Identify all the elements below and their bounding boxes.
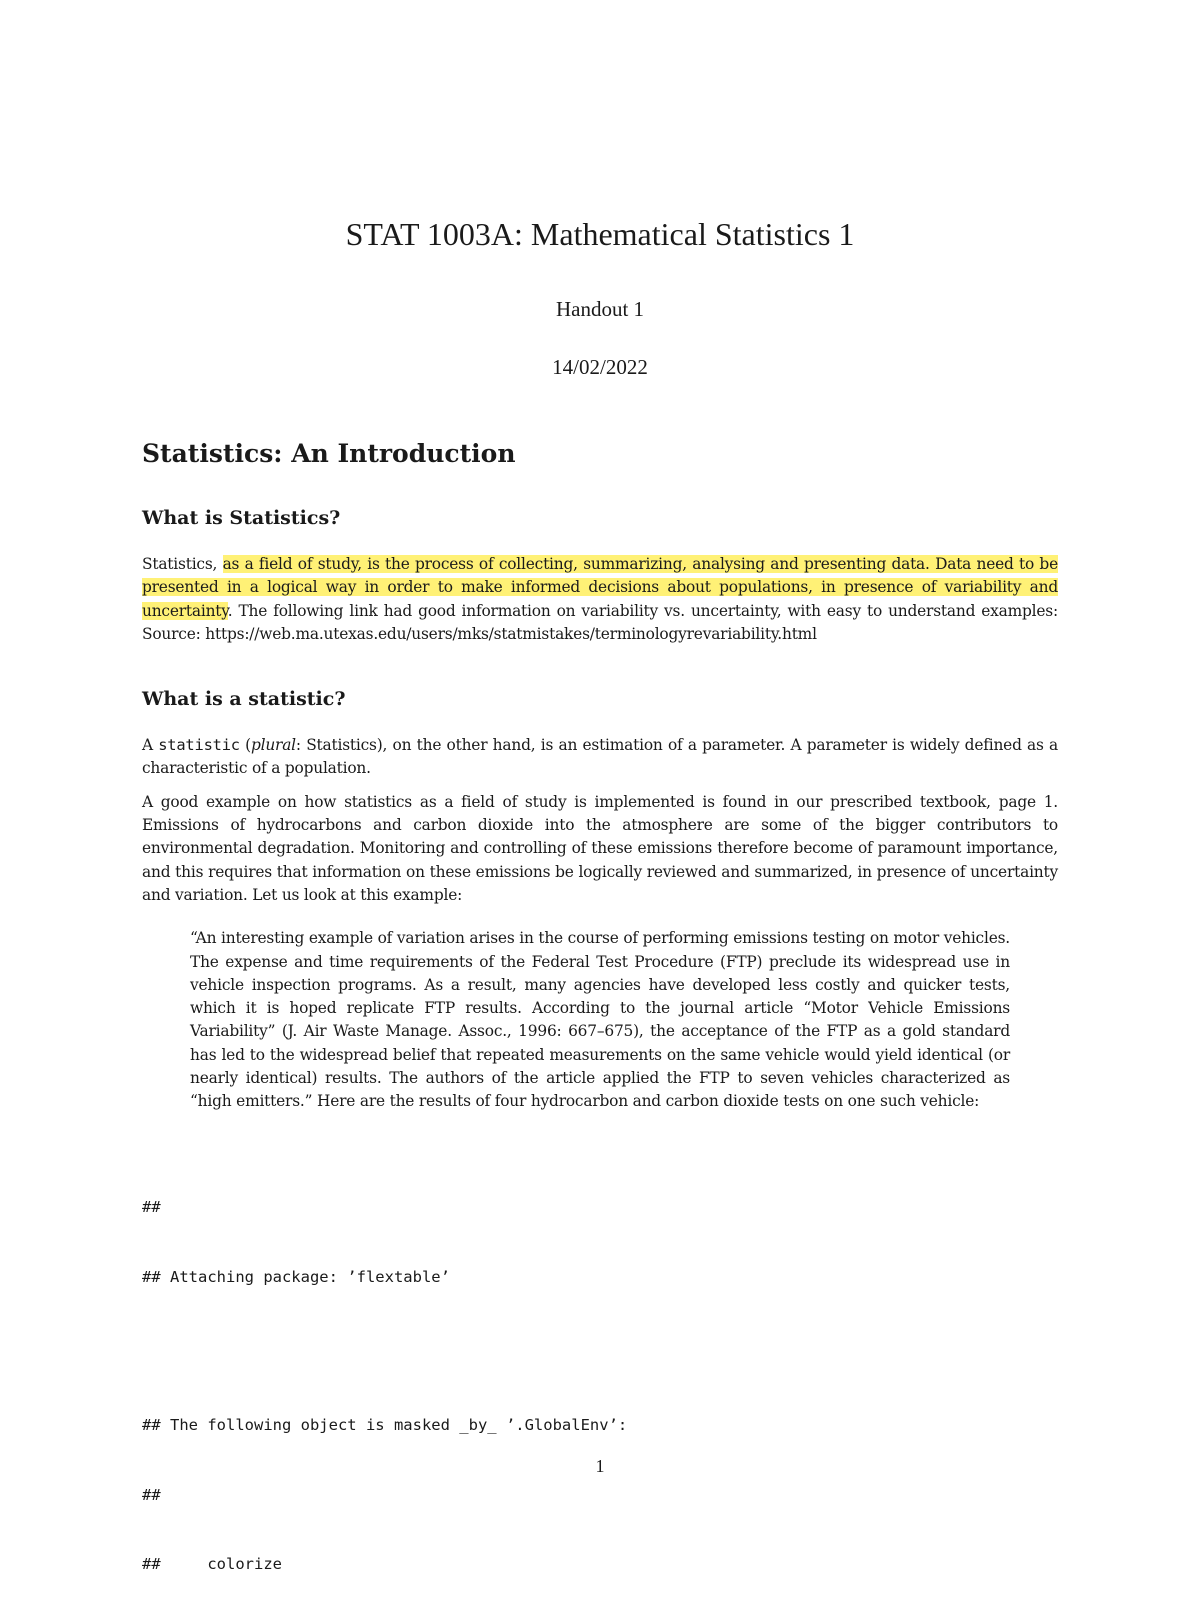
statistic-term: statistic (158, 736, 240, 755)
after-highlight: . (227, 601, 239, 620)
document-subtitle: Handout 1 (555, 297, 645, 321)
variability-link-sentence[interactable]: The following link had good information on variability vs. uncertainty, with easy to understand examples: Source: https://web.ma.utexas.edu/users/mks/statmistakes/terminologyrevariability.html (142, 601, 1058, 643)
para1-rest: : Statistics), on the other hand, is an estimation of a parameter. A parameter is widely defined as a characteristic of a population. (142, 736, 1059, 778)
code-line: ## (142, 1198, 161, 1217)
statistics-lead: Statistics, (142, 555, 223, 573)
textbook-example-paragraph: A good example on how statistics as a field of study is implemented is found in our prescribed textbook, page 1. Emissions of hydrocarbons and carbon dioxide into the atmosphere are some of the bigger contributors to environmental degradation. Monitoring and controlling of these emissions therefore become of paramount importance, and this requires that information on these emissions be logically reviewed and summarized, in presence of uncertainty and variation. Let us look at this example: (142, 792, 1058, 904)
highlighted-definition: as a field of study, is the process of collecting, summarizing, analysing and presenting data. Data need to be presented in a logical way in order to make informed decisions about populations, in presence of variability and uncertainty (142, 555, 1058, 620)
document-date: 14/02/2022 (552, 355, 648, 379)
r-console-output (142, 1150, 1058, 1623)
page-number: 1 (595, 1456, 605, 1476)
code-gap (142, 1336, 1058, 1367)
statistic-definition-paragraph (142, 734, 1058, 781)
textbook-quote: “An interesting example of variation arises in the course of performing emissions testing on motor vehicles. The expense and time requirements of the Federal Test Procedure (FTP) preclude its widespread use in vehicle inspection programs. As a result, many agencies have developed less costly and quicker tests, which it is hoped replicate FTP results. According to the journal article “Motor Vehicle Emissions Variability” (J. Air Waste Manage. Assoc., 1996: 667–675), the acceptance of the FTP as a gold standard has led to the widespread belief that repeated measurements on the same vehicle would yield identical (or nearly identical) results. The authors of the article applied the FTP to seven vehicles characterized as “high emitters.” Here are the results of four hydrocarbon and carbon dioxide tests on one such vehicle: (190, 929, 1010, 1111)
code-line: ## The following object is masked _by_ ’.GlobalEnv’: (142, 1415, 628, 1434)
plural-label: plural (250, 736, 296, 755)
statistics-definition-paragraph (142, 553, 1058, 646)
code-line: ## Attaching package: ’flextable’ (142, 1268, 450, 1287)
para1-prefix: A (142, 736, 159, 755)
code-line: ## colorize (142, 1555, 282, 1574)
subsection-what-is-a-statistic: What is a statistic? (142, 688, 346, 711)
document-title: STAT 1003A: Mathematical Statistics 1 (345, 216, 855, 252)
subsection-what-is-statistics: What is Statistics? (142, 507, 341, 529)
para1-paren-open: ( (239, 736, 251, 755)
section-title: Statistics: An Introduction (142, 439, 516, 468)
code-line: ## (142, 1485, 161, 1504)
